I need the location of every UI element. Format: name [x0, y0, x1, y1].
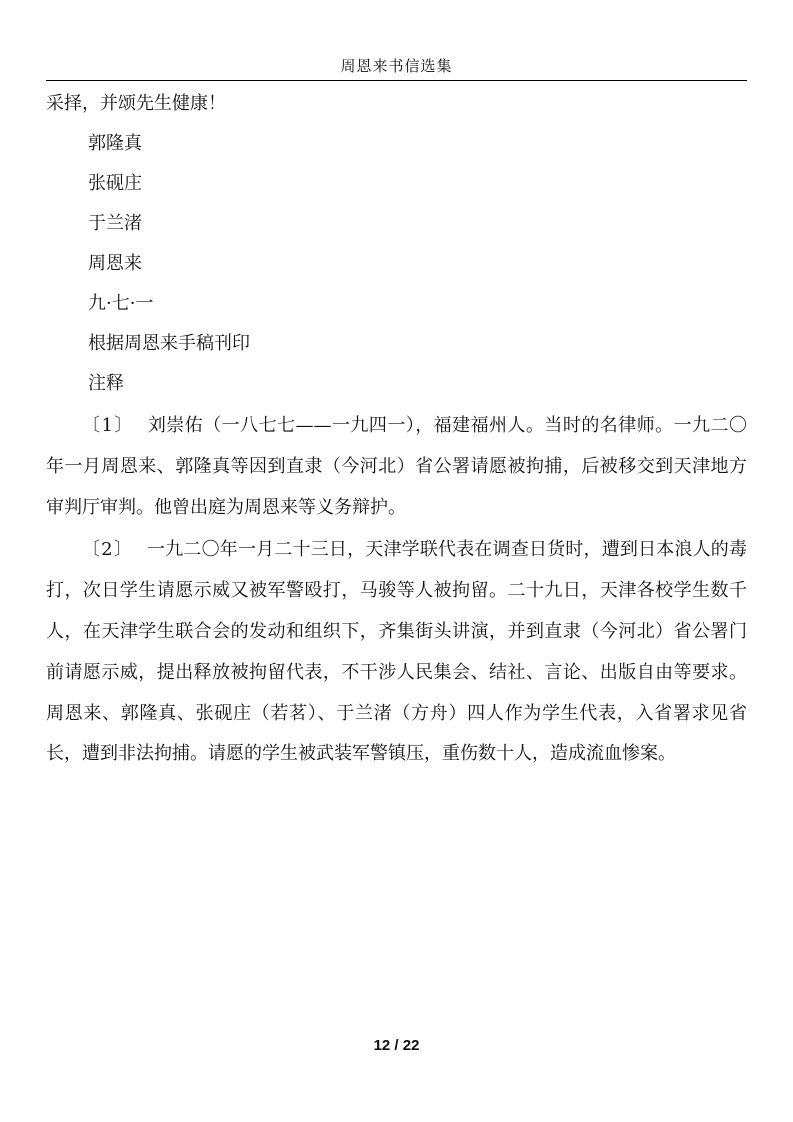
signature-yu-lanzhu: 于兰渚	[88, 213, 142, 234]
signature-zhou-enlai: 周恩来	[88, 253, 142, 274]
signature-zhang-yanzhuang: 张砚庄	[88, 173, 142, 194]
page-number: 12 / 22	[373, 1037, 420, 1054]
note-mark: 〔2〕	[82, 539, 134, 561]
page-content	[46, 84, 747, 775]
letter-closing: 采择，并颂先生健康！	[46, 93, 226, 114]
letter-date: 九·七·一	[88, 293, 154, 314]
note-text: 一九二〇年一月二十三日，天津学联代表在调查日货时，遭到日本浪人的毒打，次日学生请愿示威又被军警殴打，马骏等人被拘留。二十九日，天津各校学生数千人，在天津学生联合会的发动和组织下，齐集街头讲演，并到直隶（今河北）省公署门前请愿示威，提出释放被拘留代表，不干涉人民集会、结社、言论、出版自由等要求。周恩来、郭隆真、张砚庄（若茗）、于兰渚（方舟）四人作为学生代表，入省署求见省长，遭到非法拘捕。请愿的学生被武装军警镇压，重伤数十人，造成流血惨案。	[46, 539, 747, 765]
note-text: 刘崇佑（一八七七——一九四一），福建福州人。当时的名律师。一九二〇年一月周恩来、郭隆真等因到直隶（今河北）省公署请愿被拘捕，后被移交到天津地方审判厅审判。他曾出庭为周恩来等义务辩护。	[46, 415, 747, 518]
header-title: 周恩来书信选集	[340, 57, 453, 75]
note-mark: 〔1〕	[82, 415, 134, 436]
note-paragraph	[46, 406, 747, 528]
page-header	[46, 0, 747, 81]
signature-guo-longzhen: 郭隆真	[88, 133, 142, 154]
source-note: 根据周恩来手稿刊印	[88, 333, 250, 354]
notes-heading: 注释	[88, 373, 124, 394]
note-paragraph	[46, 530, 747, 775]
